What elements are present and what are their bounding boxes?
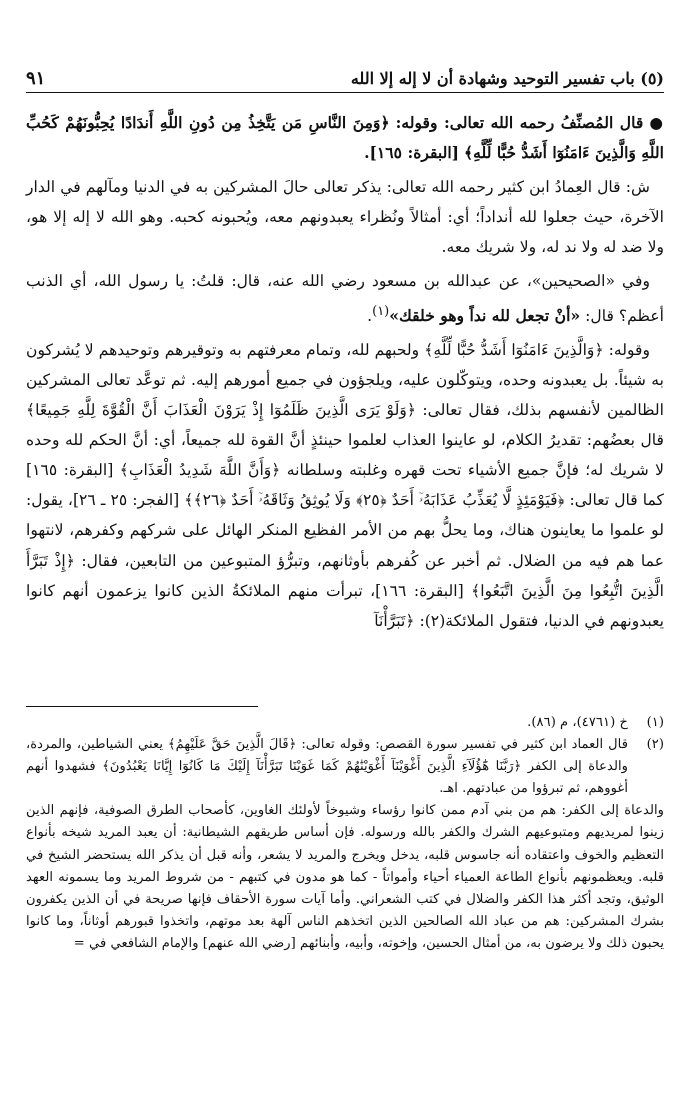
footnote-1 xyxy=(26,712,664,734)
hadith-end: . xyxy=(367,306,373,325)
verse-reference: [البقرة: ١٦٥]. xyxy=(364,143,460,163)
page-header xyxy=(26,64,664,93)
bullet-icon: ● xyxy=(649,113,664,132)
footnotes xyxy=(26,712,664,955)
main-text xyxy=(26,108,664,640)
quran-verse: ﴿وَمِنَ النَّاسِ مَن يَتَّخِذُ مِن دُونِ اللَّهِ أَندَادًا يُحِبُّونَهُمْ كَحُبِّ اللَّهِ وَالَّذِينَ ءَامَنُوٓا أَشَدُّ حُبًّا لِّلَّهِ﴾ xyxy=(26,113,664,163)
hadith-intro: وفي «الصحيحين»، عن عبدالله بن مسعود رضي الله عنه، قال: قلتُ: يا رسول الله، أي الذنب أعظم؟ قال: xyxy=(26,272,664,325)
hadith-text: «أنْ تجعل لله نداً وهو خلقك» xyxy=(389,305,581,325)
footnote-marker: (١) xyxy=(372,303,390,319)
page-number: ٩١ xyxy=(26,67,46,89)
author-intro: قال المُصنِّفُ رحمه الله تعالى: وقوله: xyxy=(395,113,644,132)
footnote-continuation: والدعاة إلى الكفر: هم من بني آدم ممن كانوا رؤساء وشيوخاً لأولئك الغاوين، كأصحاب الطرق الصوفية، فإنهم الذين زينوا لمريديهم ومتبوعيهم الشرك والكفر بالله ورسوله. فإن أساس طريقهم الشيطانية: أن يعبد المريد شيخه بأنواع التعظيم والخوف واعتقاده أنه جاسوس قلبه، يدخل ويخرج والمريد لا يشعر، وأنه قبل أن يذكر الله يستحضر الشيخ في قلبه. ويعظمونهم بأنواع الطاعة العمياء أحياء وأمواتاً - كما هو مدون في كتبهم - من شروط المريد وما يسمونه العهد الوثيق، وتجد أكثر هذا الكفر والضلال في كتب الشعراني. وأما آيات سورة الأحقاف فإنها صريحة في أن الذين يكفرون بشرك المشركين: هم من عباد الله الصالحين الذين اتخذهم الناس آلهة بعد موتهم، واتخذوا قبورهم أوثاناً، وما كانوا يحبون ذلك ولا يرضون به، من أمثال الحسين، وإخوته، وأبيه، وأبنائهم [رضي الله عنهم] والإمام الشافعي في = xyxy=(26,803,664,951)
footnote-number: (١) xyxy=(646,715,664,730)
footnote-divider xyxy=(26,706,258,707)
footnote-2 xyxy=(26,734,664,800)
footnote-text: خ (٤٧٦١)، م (٨٦). xyxy=(527,715,628,730)
chapter-title: (٥) باب تفسير التوحيد وشهادة أن لا إله إلا الله xyxy=(350,68,664,88)
paragraph-author-quote xyxy=(26,108,664,168)
paragraph-commentary: ش: قال العِمادُ ابن كثير رحمه الله تعالى: يذكر تعالى حالَ المشركين به في الدنيا ومآلهم في الدار الآخرة، حيث جعلوا لله أنداداً؛ أي: أمثالاً ونُظراء يعبدونهم معه، ويُحبونه كحبه. وهو الله لا إله إلا هو، ولا ضد له ولا ند له، ولا شريك معه. xyxy=(26,178,664,257)
paragraph-hadith xyxy=(26,266,664,330)
paragraph-explanation: وقوله: ﴿وَالَّذِينَ ءَامَنُوٓا أَشَدُّ حُبًّا لِّلَّهِ﴾ ولحبهم لله، وتمام معرفتهم به وتوقيرهم وتوحيدهم لا يُشركون به شيئاً. بل يعبدونه وحده، ويتوكّلون عليه، ويلجؤون في جميع أمورهم إليه. ثم توعَّد تعالى المشركين الظالمين لأنفسهم بذلك، فقال تعالى: ﴿وَلَوْ يَرَى الَّذِينَ ظَلَمُوٓا إِذْ يَرَوْنَ الْعَذَابَ أَنَّ الْقُوَّةَ لِلَّهِ جَمِيعًا﴾ قال بعضُهم: تقديرُ الكلام، لو عاينوا العذاب لعلموا حينئذٍ أنَّ القوة لله جميعاً، أي: أنَّ الحكم لله وحده لا شريك له؛ فإنَّ جميع الأشياء تحت قهره وغلبته وسلطانه ﴿وَأَنَّ اللَّهَ شَدِيدُ الْعَذَابِ﴾ [البقرة: ١٦٥] كما قال تعالى: ﴿فَيَوْمَئِذٍ لَّا يُعَذِّبُ عَذَابَهُۥٓ أَحَدٌ ﴿٢٥﴾ وَلَا يُوثِقُ وَثَاقَهُۥٓ أَحَدٌ ﴿٢٦﴾﴾ [الفجر: ٢٥ ـ ٢٦]، يقول: لو علموا ما يعاينون هناك، وما يحلُّ بهم من الأمر الفظيع المنكر الهائل على شركهم وكفرهم، لانتهوا عما هم فيه من الضلال. ثم أخبر عن كُفرهم بأوثانهم، وتبرُّؤ المتبوعين من التابعين، فقال: ﴿إِذْ تَبَرَّأَ الَّذِينَ اتُّبِعُوا مِنَ الَّذِينَ اتَّبَعُوا﴾ [البقرة: ١٦٦]، تبرأت منهم الملائكةُ الذين كانوا يزعمون أنهم كانوا يعبدونهم في الدنيا، فتقول الملائكة(٢): ﴿تَبَرَّأْنَآ xyxy=(26,340,664,630)
footnote-number: (٢) xyxy=(646,737,664,753)
footnote-text: قال العماد ابن كثير في تفسير سورة القصص: وقوله تعالى: ﴿قَالَ الَّذِينَ حَقَّ عَلَيْهِمُ﴾ يعني الشياطين، والمردة، والدعاة إلى الكفر ﴿رَبَّنَا هَٰٓؤُلَآءِ الَّذِينَ أَغْوَيْنَآ أَغْوَيْنَٰهُمْ كَمَا غَوَيْنَا تَبَرَّأْنَآ إِلَيْكَ مَا كَانُوٓا إِيَّانَا يَعْبُدُونَ﴾ فشهدوا أنهم أغووهم، ثم تبرؤوا من عبادتهم. اهـ. xyxy=(26,737,628,797)
